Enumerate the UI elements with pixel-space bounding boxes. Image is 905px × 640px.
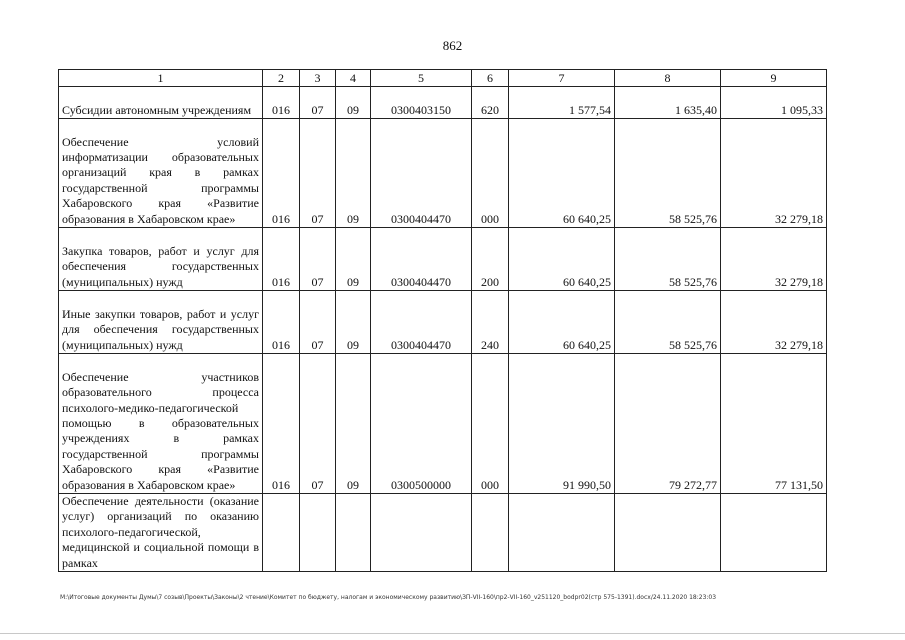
amount-col8-cell: 58 525,76: [615, 119, 721, 228]
amount-col7-cell: [509, 494, 615, 572]
amount-col8-cell: 1 635,40: [615, 87, 721, 119]
ministry-code-cell: [263, 494, 300, 572]
table-row: [59, 87, 827, 119]
row-name-cell: Закупка товаров, работ и услуг для обеспечения государственных (муниципальных) нужд: [59, 228, 263, 291]
row-name-cell: Обеспечение участников образовательного процесса психолого-медико-педагогической помощью в образовательных учреждениях в рамках государственной программы Хабаровского края «Развитие образования в Хабаровском крае»: [59, 354, 263, 494]
subsection-code-cell: 09: [336, 87, 371, 119]
header-cell: 8: [615, 70, 721, 87]
subsection-code-cell: 09: [336, 291, 371, 354]
row-name-cell: Обеспечение условий информатизации образовательных организаций края в рамках государственной программы Хабаровского края «Развитие образования в Хабаровском крае»: [59, 119, 263, 228]
amount-col8-cell: 58 525,76: [615, 291, 721, 354]
section-code-cell: 07: [300, 291, 336, 354]
target-article-cell: 0300404470: [371, 119, 472, 228]
table-header-row: [59, 70, 827, 87]
row-name-cell: Субсидии автономным учреждениям: [59, 87, 263, 119]
expense-type-cell: 200: [472, 228, 509, 291]
amount-col9-cell: 32 279,18: [721, 119, 827, 228]
section-code-cell: 07: [300, 119, 336, 228]
page-number: 862: [442, 38, 463, 53]
row-name-cell: Иные закупки товаров, работ и услуг для обеспечения государственных (муниципальных) нужд: [59, 291, 263, 354]
header-cell: 6: [472, 70, 509, 87]
scan-edge-divider: [0, 633, 905, 634]
table-row: [59, 494, 827, 572]
subsection-code-cell: [336, 494, 371, 572]
header-cell: 9: [721, 70, 827, 87]
amount-col7-cell: 60 640,25: [509, 228, 615, 291]
target-article-cell: 0300403150: [371, 87, 472, 119]
target-article-cell: 0300500000: [371, 354, 472, 494]
table-row: [59, 354, 827, 494]
table-row: [59, 119, 827, 228]
header-cell: 1: [59, 70, 263, 87]
expense-type-cell: [472, 494, 509, 572]
section-code-cell: 07: [300, 87, 336, 119]
expense-type-cell: 620: [472, 87, 509, 119]
amount-col8-cell: 58 525,76: [615, 228, 721, 291]
amount-col8-cell: [615, 494, 721, 572]
ministry-code-cell: 016: [263, 87, 300, 119]
row-name-cell: Обеспечение деятельности (оказание услуг) организаций по оказанию психолого-педагогической, медицинской и социальной помощи в рамках: [59, 494, 263, 572]
amount-col9-cell: [721, 494, 827, 572]
budget-table: [58, 69, 827, 572]
amount-col9-cell: 32 279,18: [721, 291, 827, 354]
expense-type-cell: 000: [472, 354, 509, 494]
ministry-code-cell: 016: [263, 291, 300, 354]
header-cell: 4: [336, 70, 371, 87]
amount-col7-cell: 1 577,54: [509, 87, 615, 119]
amount-col7-cell: 91 990,50: [509, 354, 615, 494]
header-cell: 7: [509, 70, 615, 87]
expense-type-cell: 000: [472, 119, 509, 228]
section-code-cell: [300, 494, 336, 572]
subsection-code-cell: 09: [336, 354, 371, 494]
ministry-code-cell: 016: [263, 228, 300, 291]
section-code-cell: 07: [300, 228, 336, 291]
header-cell: 2: [263, 70, 300, 87]
amount-col9-cell: 32 279,18: [721, 228, 827, 291]
table-row: [59, 228, 827, 291]
ministry-code-cell: 016: [263, 119, 300, 228]
amount-col9-cell: 1 095,33: [721, 87, 827, 119]
amount-col9-cell: 77 131,50: [721, 354, 827, 494]
amount-col7-cell: 60 640,25: [509, 119, 615, 228]
header-cell: 5: [371, 70, 472, 87]
document-path-footer: M:\Итоговые документы Думы\7 созыв\Проекты\Законы\2 чтение\Комитет по бюджету, налогам и экономическому развитию\ЗП-VII-160\пр2-VII-160_v251120_bodpr02(стр 575-1391).docx/24.11.2020 18:23:03: [60, 594, 717, 601]
ministry-code-cell: 016: [263, 354, 300, 494]
section-code-cell: 07: [300, 354, 336, 494]
header-cell: 3: [300, 70, 336, 87]
expense-type-cell: 240: [472, 291, 509, 354]
target-article-cell: 0300404470: [371, 228, 472, 291]
target-article-cell: [371, 494, 472, 572]
amount-col8-cell: 79 272,77: [615, 354, 721, 494]
target-article-cell: 0300404470: [371, 291, 472, 354]
amount-col7-cell: 60 640,25: [509, 291, 615, 354]
table-row: [59, 291, 827, 354]
subsection-code-cell: 09: [336, 119, 371, 228]
subsection-code-cell: 09: [336, 228, 371, 291]
